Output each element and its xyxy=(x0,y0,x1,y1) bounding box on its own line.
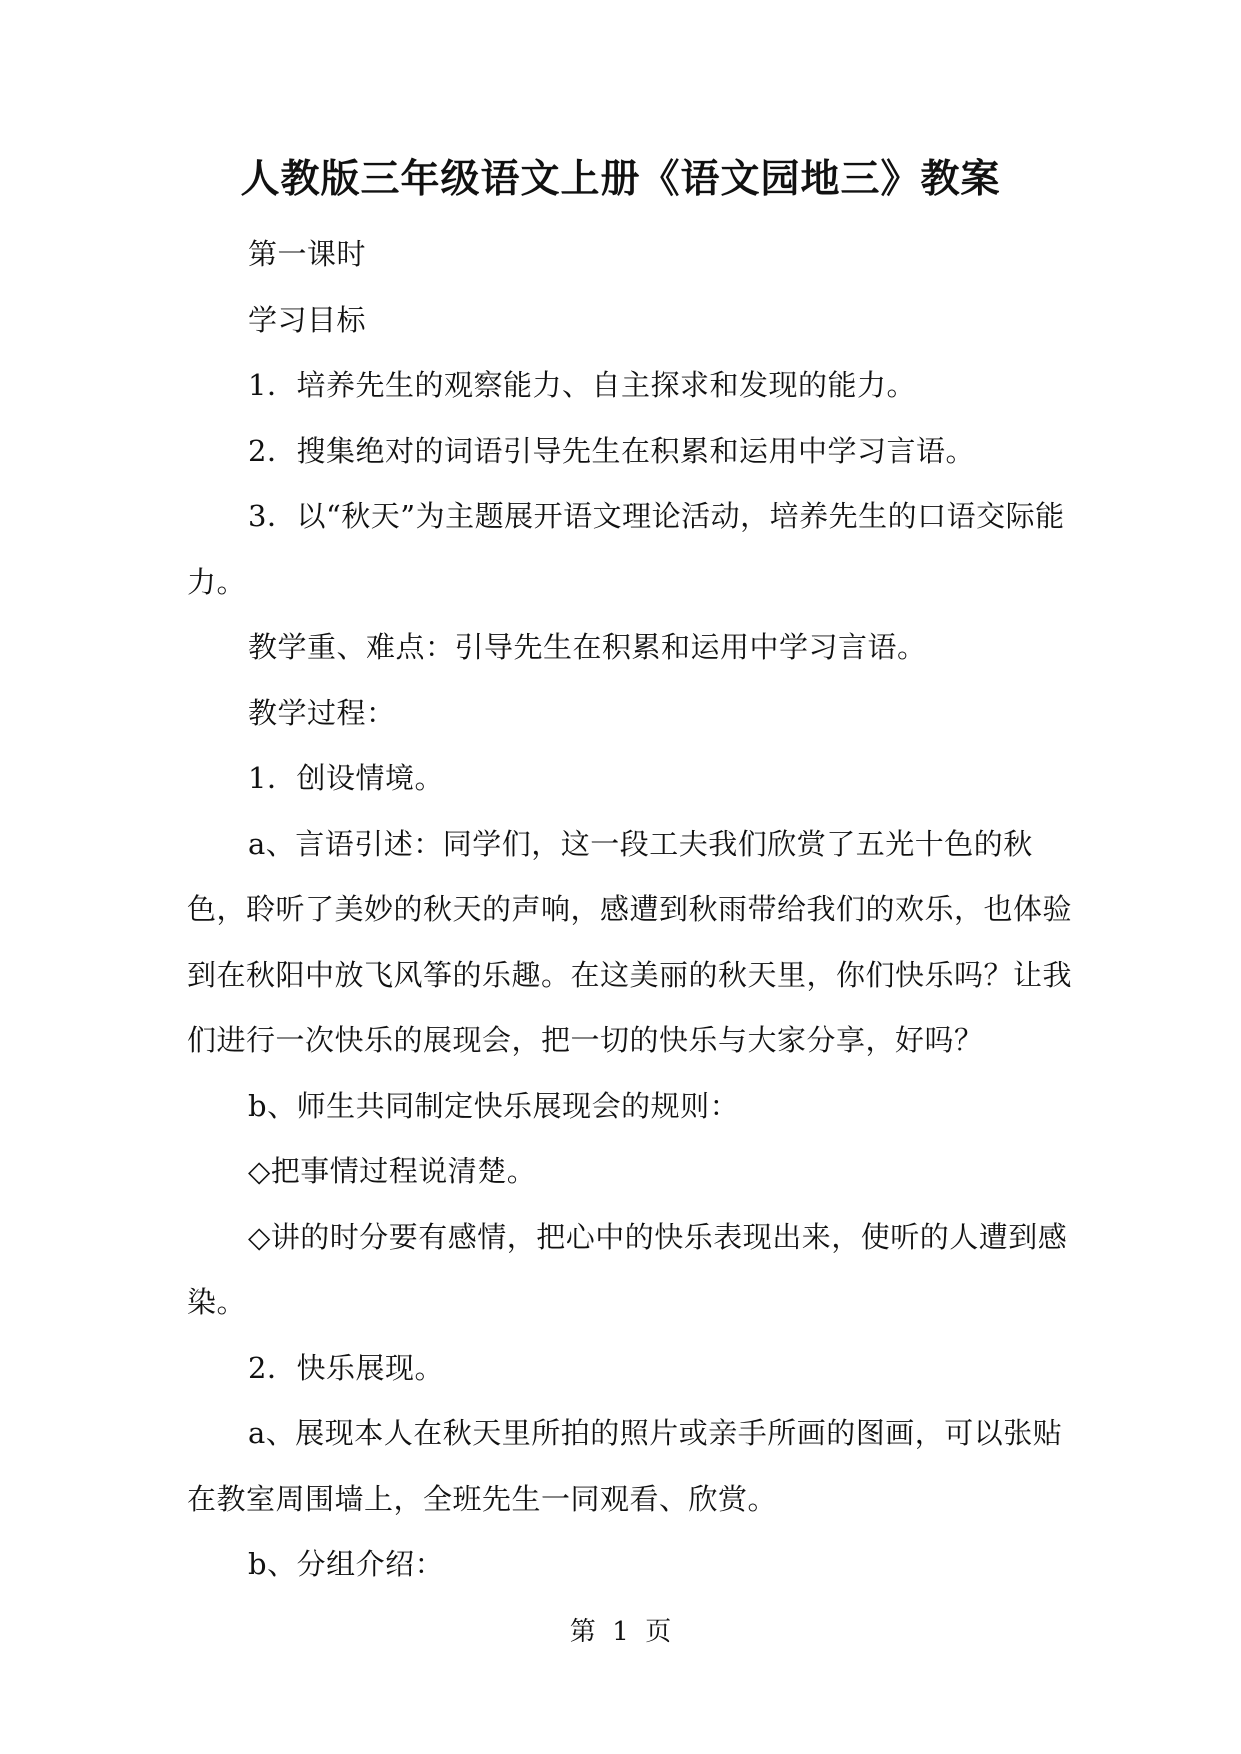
paragraph-step-1: 1．创设情境。 xyxy=(248,761,444,795)
paragraph-key-points: 教学重、难点：引导先生在积累和运用中学习言语。 xyxy=(248,630,927,664)
paragraph-step-1b: b、师生共同制定快乐展现会的规则： xyxy=(248,1088,740,1123)
paragraph-step-1a: a、言语引述：同学们，这一段工夫我们欣赏了五光十色的秋色，聆听了美妙的秋天的声响，感遭到秋雨带给我们的欢乐，也体验到在秋阳中放飞风筝的乐趣。在这美丽的秋天里，你们快乐吗？让我们进行一次快乐的展现会，把一切的快乐与大家分享，好吗？ xyxy=(187,826,1073,1057)
document-title: 人教版三年级语文上册《语文园地三》教案 xyxy=(240,157,1001,202)
paragraph-step-2b: b、分组介绍： xyxy=(248,1547,445,1581)
paragraph-rule-1: ◇把事情过程说清楚。 xyxy=(248,1154,537,1188)
paragraph-process-heading: 教学过程： xyxy=(248,695,396,730)
paragraph-lesson-period: 第一课时 xyxy=(248,237,367,271)
paragraph-goal-2: 2．搜集绝对的词语引导先生在积累和运用中学习言语。 xyxy=(248,433,975,468)
paragraph-rule-2: ◇讲的时分要有感情，把心中的快乐表现出来，使听的人遭到感染。 xyxy=(187,1219,1068,1319)
paragraph-step-2: 2．快乐展现。 xyxy=(248,1350,444,1385)
document-body xyxy=(187,222,1073,1598)
paragraph-goal-3: 3．以“秋天”为主题展开语文理论活动，培养先生的口语交际能力。 xyxy=(187,499,1065,599)
paragraph-goal-1: 1．培养先生的观察能力、自主探求和发现的能力。 xyxy=(248,368,916,402)
page-number: 第 1 页 xyxy=(569,1617,672,1647)
paragraph-step-2a: a、展现本人在秋天里所拍的照片或亲手所画的图画，可以张贴在教室周围墙上，全班先生一同观看、欣赏。 xyxy=(187,1416,1063,1516)
paragraph-learning-goals-heading: 学习目标 xyxy=(248,302,367,337)
